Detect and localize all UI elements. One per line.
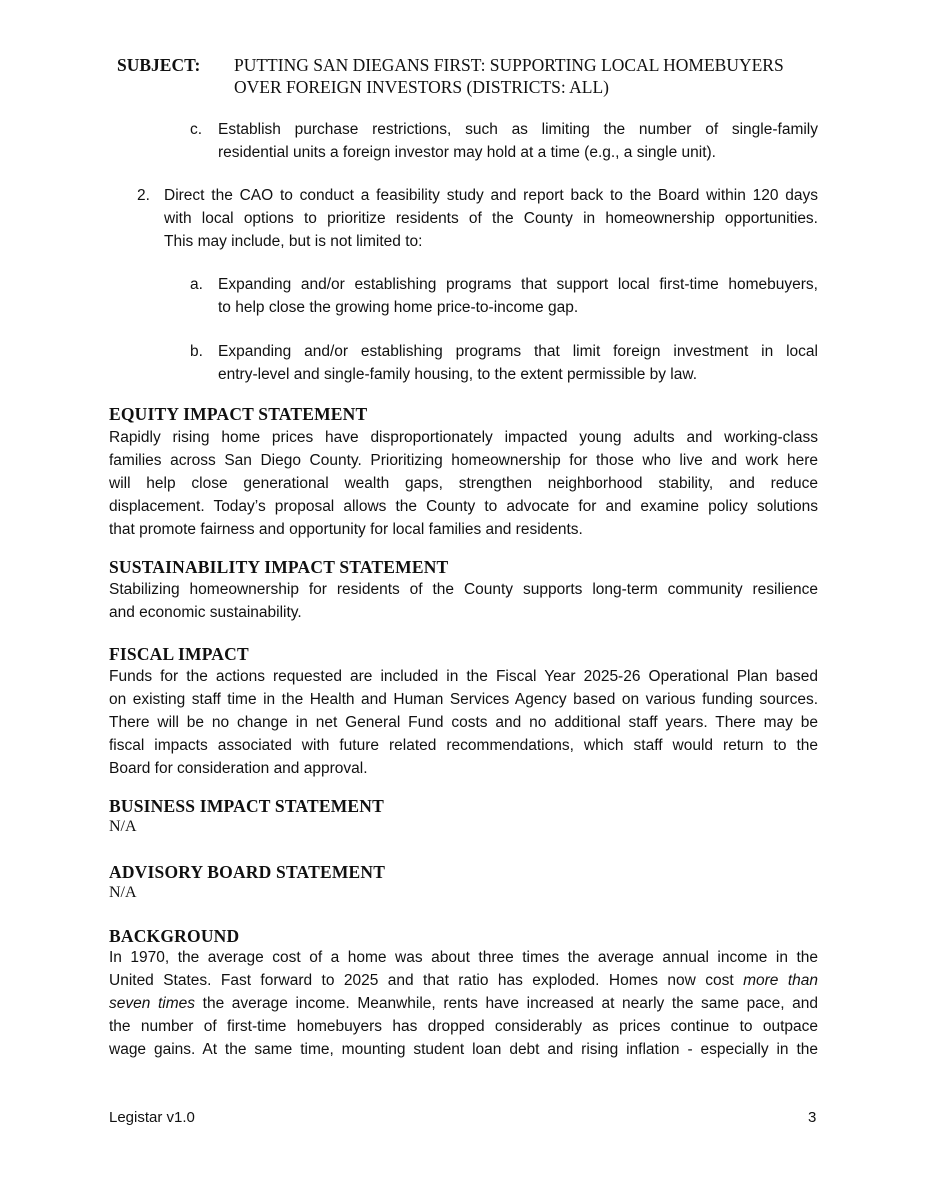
- item-b-line: Expanding and/or establishing programs that limit foreign investment in local: [218, 343, 818, 360]
- equity-line: will help close generational wealth gaps, strengthen neighborhood stability, and reduce: [109, 475, 818, 492]
- item-2-text: [164, 184, 818, 253]
- item-2-marker: 2.: [137, 187, 150, 204]
- background-line: [109, 969, 818, 992]
- item-a-marker: a.: [190, 276, 203, 293]
- item-c-text: [218, 118, 818, 164]
- sustainability-line: Stabilizing homeownership for residents of the County supports long-term community resilience: [109, 581, 818, 598]
- item-b-line: entry-level and single-family housing, to the extent permissible by law.: [218, 366, 698, 383]
- equity-text: [109, 426, 818, 541]
- subject-text: [234, 54, 834, 98]
- business-value: N/A: [109, 818, 137, 835]
- background-emphasis-2: seven times: [109, 995, 196, 1012]
- fiscal-line: There will be no change in net General Fund costs and no additional staff years. There may be: [109, 714, 818, 731]
- background-line: wage gains. At the same time, mounting student loan debt and rising inflation - especially in the: [109, 1041, 818, 1058]
- equity-line: displacement. Today’s proposal allows the County to advocate for and examine policy solutions: [109, 498, 818, 515]
- item-2-line: This may include, but is not limited to:: [164, 233, 423, 250]
- page-number: 3: [808, 1109, 817, 1126]
- sustainability-line: and economic sustainability.: [109, 604, 302, 621]
- item-b-marker: b.: [190, 343, 203, 360]
- footer-version: Legistar v1.0: [109, 1109, 195, 1126]
- fiscal-line: Board for consideration and approval.: [109, 760, 368, 777]
- item-b-text: [218, 340, 818, 386]
- advisory-value: N/A: [109, 884, 137, 901]
- item-c-line: Establish purchase restrictions, such as limiting the number of single-family: [218, 121, 818, 138]
- item-a-text: [218, 273, 818, 319]
- business-heading: BUSINESS IMPACT STATEMENT: [109, 796, 385, 816]
- background-line-2-text: United States. Fast forward to 2025 and that ratio has exploded. Homes now cost: [109, 972, 744, 989]
- subject-line-2: OVER FOREIGN INVESTORS (DISTRICTS: ALL): [234, 77, 609, 97]
- fiscal-line: fiscal impacts associated with future related recommendations, which staff would return to the: [109, 737, 818, 754]
- item-c-marker: c.: [190, 121, 203, 138]
- item-2-line: Direct the CAO to conduct a feasibility study and report back to the Board within 120 days: [164, 187, 818, 204]
- fiscal-heading: FISCAL IMPACT: [109, 644, 249, 664]
- fiscal-line: on existing staff time in the Health and Human Services Agency based on various funding sources.: [109, 691, 818, 708]
- sustainability-text: [109, 578, 818, 624]
- item-c-line: residential units a foreign investor may hold at a time (e.g., a single unit).: [218, 144, 716, 161]
- fiscal-text: [109, 665, 818, 780]
- item-2-line: with local options to prioritize residents of the County in homeownership opportunities.: [164, 210, 818, 227]
- background-line: the number of first-time homebuyers has dropped considerably as prices continue to outpace: [109, 1018, 818, 1035]
- background-text: [109, 946, 818, 1061]
- sustainability-heading: SUSTAINABILITY IMPACT STATEMENT: [109, 557, 449, 577]
- equity-heading: EQUITY IMPACT STATEMENT: [109, 404, 368, 424]
- equity-line: families across San Diego County. Prioritizing homeownership for those who live and work here: [109, 452, 818, 469]
- equity-line: that promote fairness and opportunity for local families and residents.: [109, 521, 583, 538]
- subject-label: SUBJECT:: [117, 55, 201, 75]
- subject-line-1: PUTTING SAN DIEGANS FIRST: SUPPORTING LOCAL HOMEBUYERS: [234, 55, 784, 75]
- advisory-heading: ADVISORY BOARD STATEMENT: [109, 862, 386, 882]
- equity-line: Rapidly rising home prices have disproportionately impacted young adults and working-class: [109, 429, 818, 446]
- background-line-3-text: the average income. Meanwhile, rents have increased at nearly the same pace, and: [195, 995, 818, 1012]
- item-a-line: Expanding and/or establishing programs that support local first-time homebuyers,: [218, 276, 818, 293]
- item-a-line: to help close the growing home price-to-income gap.: [218, 299, 579, 316]
- background-heading: BACKGROUND: [109, 926, 240, 946]
- background-line: [109, 992, 818, 1015]
- background-emphasis-1: more than: [743, 972, 818, 989]
- background-line: In 1970, the average cost of a home was about three times the average annual income in the: [109, 949, 818, 966]
- fiscal-line: Funds for the actions requested are included in the Fiscal Year 2025-26 Operational Plan based: [109, 668, 818, 685]
